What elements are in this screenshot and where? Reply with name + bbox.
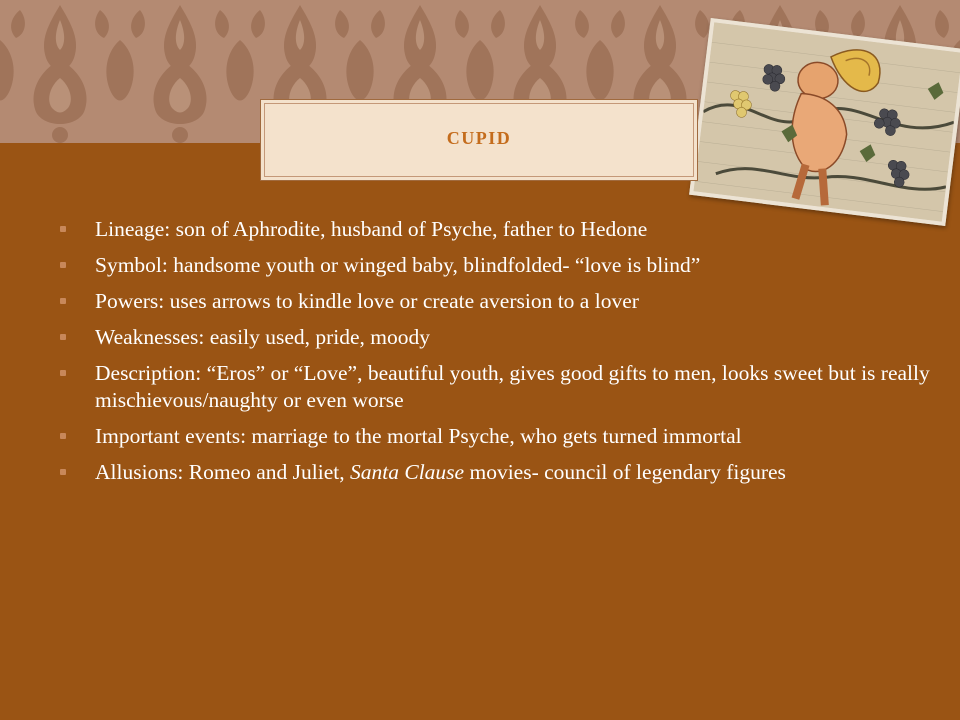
title-box	[260, 99, 698, 181]
bullet-marker-icon	[60, 433, 66, 439]
bullet-marker-icon	[60, 370, 66, 376]
bullet-description: Description: “Eros” or “Love”, beautiful youth, gives good gifts to men, looks sweet but is really mischievous/naughty or even worse	[58, 360, 938, 414]
bullet-allusions: Allusions: Romeo and Juliet, Santa Clause movies- council of legendary figures	[58, 459, 938, 486]
slide-title: CUPID	[446, 128, 512, 148]
bullet-important-events: Important events: marriage to the mortal Psyche, who gets turned immortal	[58, 423, 938, 450]
bullet-marker-icon	[60, 262, 66, 268]
bullet-marker-icon	[60, 469, 66, 475]
bullet-lineage: Lineage: son of Aphrodite, husband of Psyche, father to Hedone	[58, 216, 938, 243]
bullet-list	[58, 216, 938, 495]
bullet-marker-icon	[60, 298, 66, 304]
bullet-powers: Powers: uses arrows to kindle love or create aversion to a lover	[58, 288, 938, 315]
bullet-marker-icon	[60, 226, 66, 232]
bullet-marker-icon	[60, 334, 66, 340]
bullet-symbol: Symbol: handsome youth or winged baby, blindfolded- “love is blind”	[58, 252, 938, 279]
cupid-mosaic-image	[689, 18, 960, 226]
bullet-weaknesses: Weaknesses: easily used, pride, moody	[58, 324, 938, 351]
italic-title: Santa Clause	[350, 460, 465, 484]
